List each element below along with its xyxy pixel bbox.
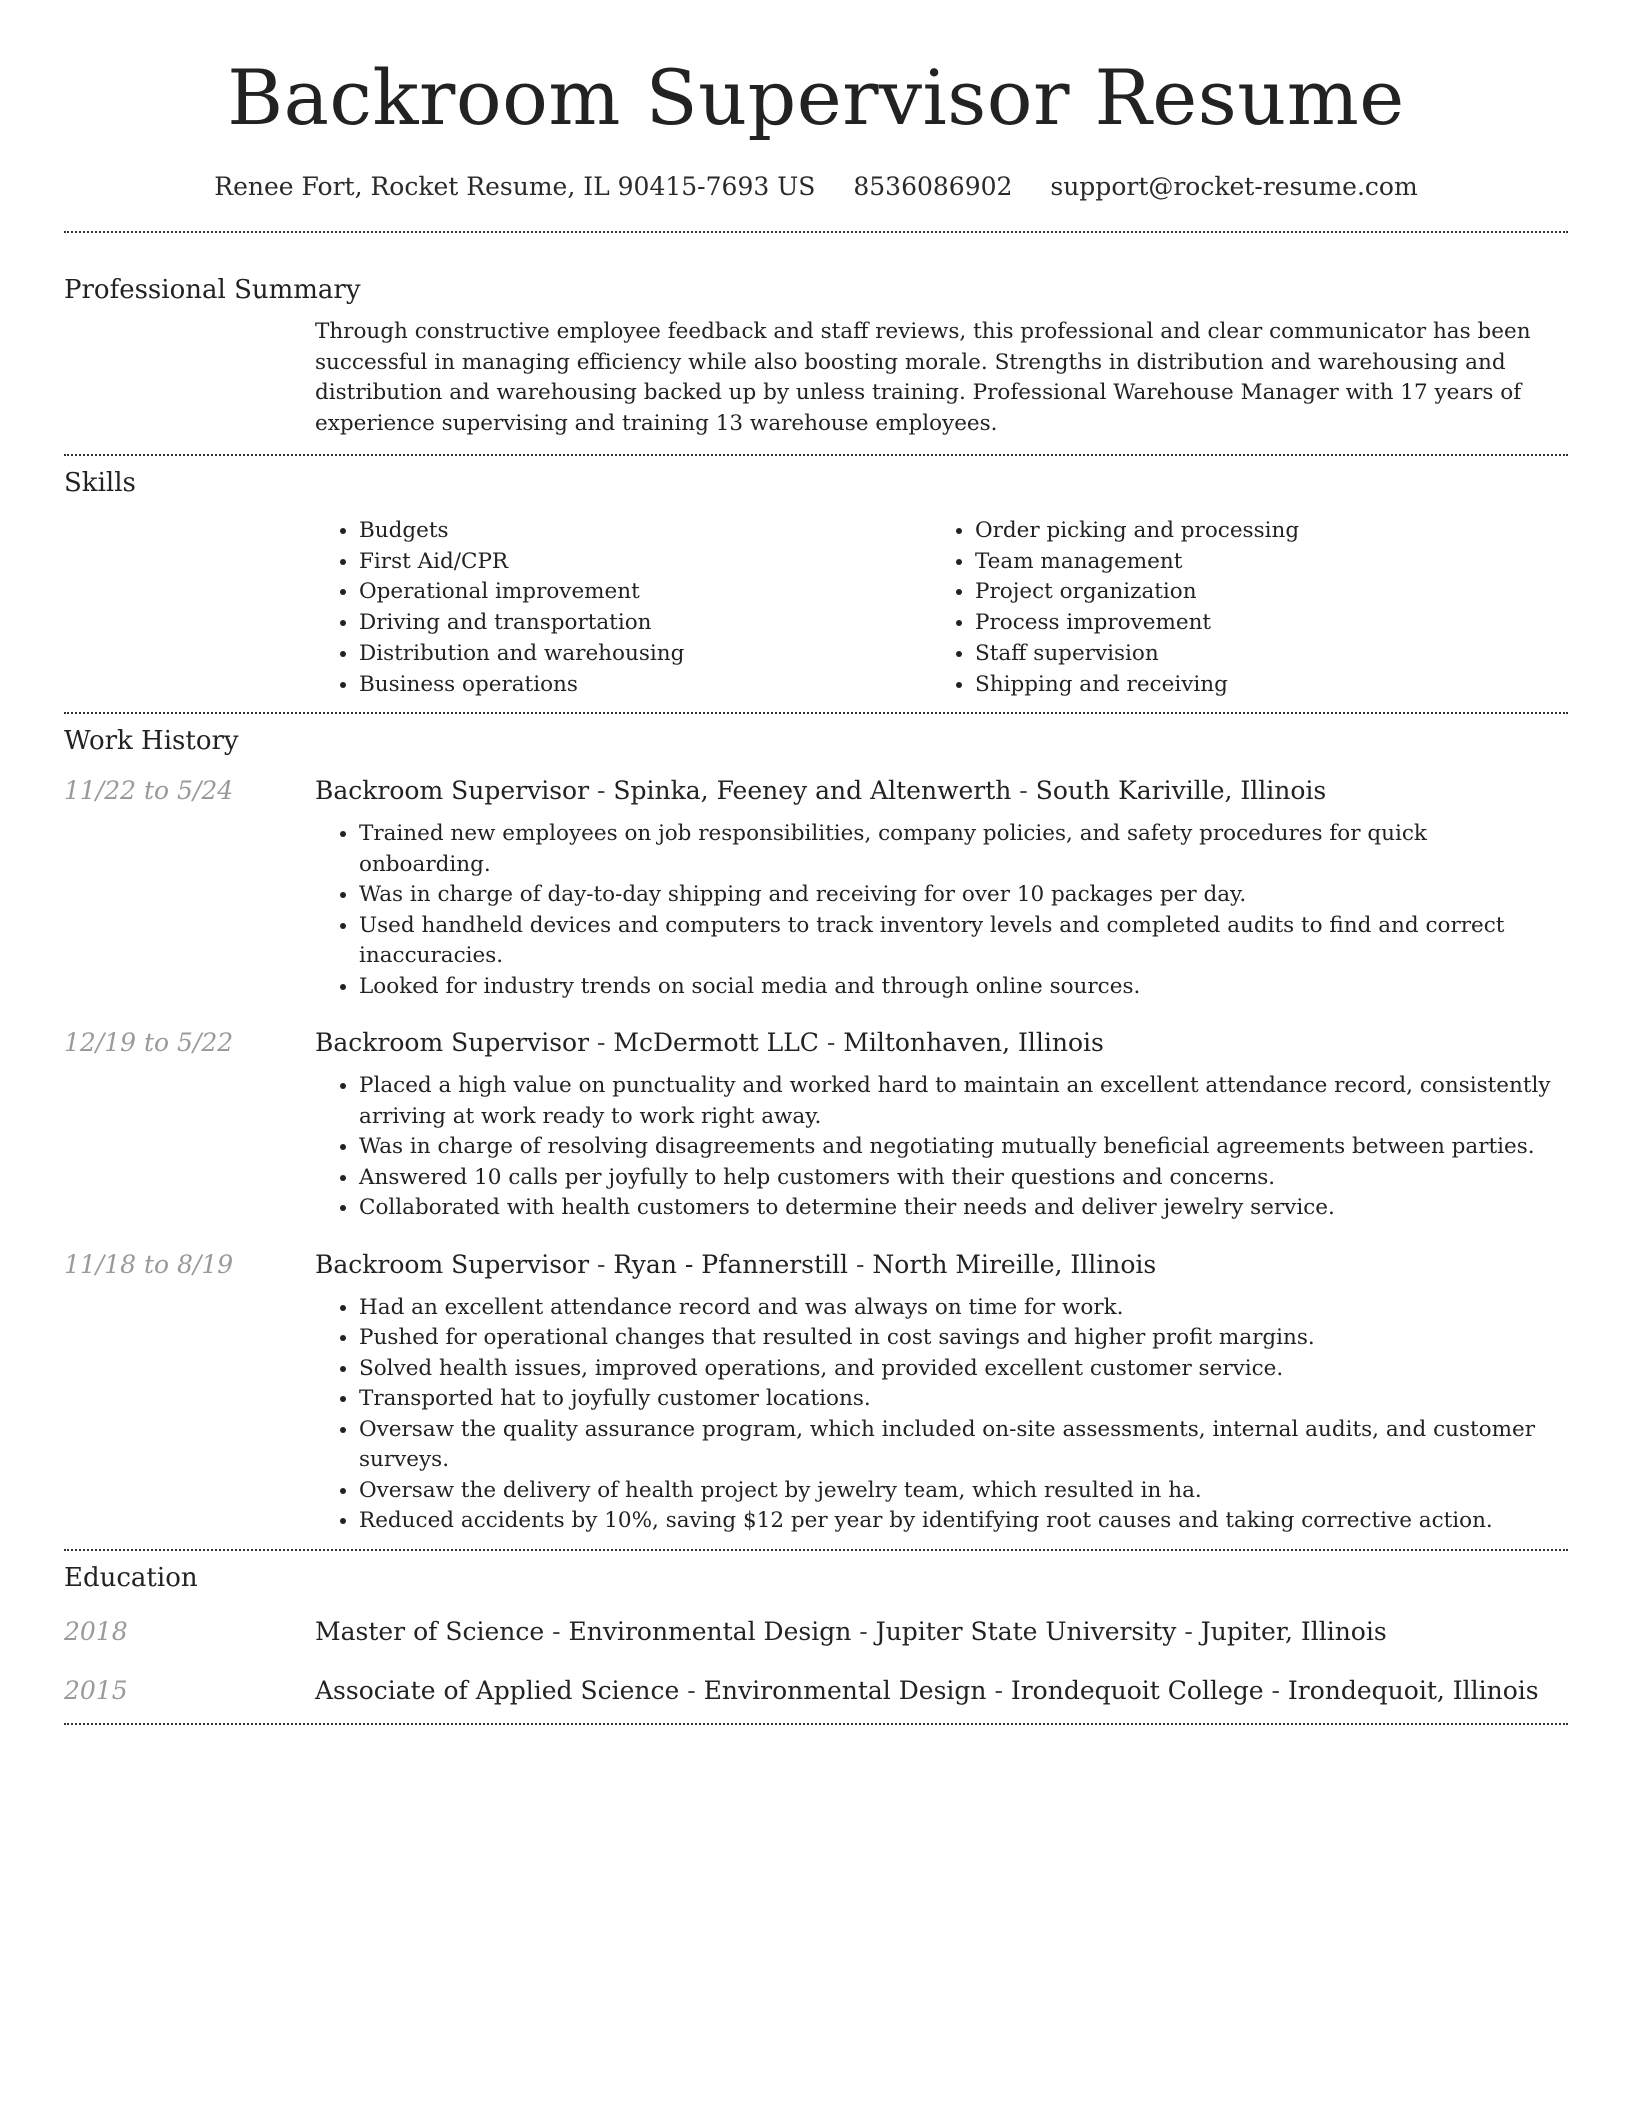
education-location: Irondequoit, Illinois: [1287, 1675, 1539, 1705]
job-bullet: • Answered 10 calls per joyfully to help customers with their questions and concerns.: [359, 1163, 1568, 1194]
skill-item: • Shipping and receiving: [975, 670, 1545, 701]
job-entry: [64, 1028, 1568, 1224]
contact-phone: 8536086902: [853, 172, 1013, 201]
job-location: North Mireille, Illinois: [872, 1249, 1157, 1279]
job-bullet: • Had an excellent attendance record and was always on time for work.: [359, 1293, 1568, 1324]
job-location: South Kariville, Illinois: [1035, 776, 1327, 806]
skills-heading: Skills: [64, 468, 136, 498]
summary-heading: Professional Summary: [64, 275, 361, 305]
skills-list-right: [929, 516, 1545, 700]
education-section: [64, 1561, 1568, 1705]
job-location: Miltonhaven, Illinois: [843, 1028, 1104, 1058]
job-role: Backroom Supervisor: [315, 1249, 590, 1279]
job-role: Backroom Supervisor: [315, 1028, 590, 1058]
job-bullet: • Used handheld devices and computers to track inventory levels and completed audits to find and correct inaccuracies.: [359, 911, 1568, 972]
job-bullets: [64, 1071, 1568, 1224]
job-bullet: • Transported hat to joyfully customer locations.: [359, 1384, 1568, 1415]
job-bullets: [64, 1293, 1568, 1537]
job-bullet: • Collaborated with health customers to determine their needs and deliver jewelry service.: [359, 1193, 1568, 1224]
job-dates: 11/18 to 8/19: [64, 1249, 234, 1279]
section-divider: [64, 1723, 1568, 1725]
education-heading: Education: [64, 1562, 198, 1593]
skills-grid: [315, 516, 1568, 700]
skill-item: • First Aid/CPR: [359, 547, 929, 578]
skill-item: • Process improvement: [975, 608, 1545, 639]
education-school: Irondequoit College: [1010, 1675, 1264, 1705]
job-bullet: • Reduced accidents by 10%, saving $12 per year by identifying root causes and taking corrective action.: [359, 1506, 1568, 1537]
job-entry: [64, 776, 1568, 1002]
resume-title: Backroom Supervisor Resume: [227, 53, 1405, 142]
skill-item: • Budgets: [359, 516, 929, 547]
skill-item: • Distribution and warehousing: [359, 639, 929, 670]
education-entry: [64, 1617, 1568, 1646]
education-location: Jupiter, Illinois: [1200, 1616, 1387, 1646]
job-dates: 12/19 to 5/22: [64, 1028, 234, 1058]
section-divider: [64, 1549, 1568, 1551]
contact-line: [64, 170, 1568, 204]
work-history-heading: Work History: [64, 726, 239, 757]
job-bullet: • Was in charge of resolving disagreements and negotiating mutually beneficial agreements between parties.: [359, 1132, 1568, 1163]
skill-item: • Driving and transportation: [359, 608, 929, 639]
education-field: Environmental Design: [703, 1675, 987, 1705]
education-year: 2015: [64, 1675, 128, 1705]
job-company: Ryan - Pfannerstill: [613, 1249, 849, 1279]
job-heading: Backroom Supervisor - Spinka, Feeney and Altenwerth - South Kariville, Illinois: [315, 776, 1327, 806]
skill-item: • Team management: [975, 547, 1545, 578]
skill-item: • Business operations: [359, 670, 929, 701]
summary-text: Through constructive employee feedback and staff reviews, this professional and clear communicator has been successful in managing efficiency while also boosting morale. Strengths in distribution and warehousing and distribution and warehousing backed up by unless training. Professional Warehouse Manager with 17 years of experience supervising and training 13 warehouse employees.: [315, 319, 1531, 436]
education-field: Environmental Design: [568, 1616, 852, 1646]
skill-item: • Operational improvement: [359, 577, 929, 608]
skill-item: • Staff supervision: [975, 639, 1545, 670]
job-bullet: • Oversaw the delivery of health project by jewelry team, which resulted in ha.: [359, 1476, 1568, 1507]
work-history-section: [64, 724, 1568, 1537]
resume-page: [64, 0, 1568, 1725]
job-bullet: • Solved health issues, improved operations, and provided excellent customer service.: [359, 1354, 1568, 1385]
summary-section: [64, 273, 1568, 439]
contact-address: Renee Fort, Rocket Resume, IL 90415-7693 US: [214, 172, 816, 201]
job-bullets: [64, 819, 1568, 1002]
contact-email: support@rocket-resume.com: [1050, 172, 1418, 201]
education-year: 2018: [64, 1616, 128, 1646]
job-dates: 11/22 to 5/24: [64, 776, 234, 806]
education-degree: Associate of Applied Science: [315, 1675, 680, 1705]
job-bullet: • Trained new employees on job responsibilities, company policies, and safety procedures for quick onboarding.: [359, 819, 1568, 880]
section-divider: [64, 712, 1568, 714]
education-entry: [64, 1676, 1568, 1705]
skills-list-left: [315, 516, 929, 700]
job-role: Backroom Supervisor: [315, 776, 590, 806]
job-company: McDermott LLC: [613, 1028, 819, 1058]
section-divider: [64, 231, 1568, 233]
job-heading: Backroom Supervisor - McDermott LLC - Miltonhaven, Illinois: [315, 1028, 1104, 1058]
job-bullet: • Placed a high value on punctuality and worked hard to maintain an excellent attendance record, consistently arriving at work ready to work right away.: [359, 1071, 1568, 1132]
skill-item: • Project organization: [975, 577, 1545, 608]
job-company: Spinka, Feeney and Altenwerth: [613, 776, 1012, 806]
job-bullet: • Looked for industry trends on social media and through online sources.: [359, 972, 1568, 1003]
skills-section: [64, 466, 1568, 700]
skill-item: • Order picking and processing: [975, 516, 1545, 547]
job-heading: Backroom Supervisor - Ryan - Pfannerstill - North Mireille, Illinois: [315, 1249, 1157, 1279]
job-entry: [64, 1250, 1568, 1537]
education-school: Jupiter State University: [875, 1616, 1177, 1646]
section-divider: [64, 454, 1568, 456]
job-bullet: • Was in charge of day-to-day shipping and receiving for over 10 packages per day.: [359, 880, 1568, 911]
job-bullet: • Pushed for operational changes that resulted in cost savings and higher profit margins.: [359, 1323, 1568, 1354]
job-bullet: • Oversaw the quality assurance program, which included on-site assessments, internal audits, and customer surveys.: [359, 1415, 1568, 1476]
education-heading-line: Associate of Applied Science - Environmental Design - Irondequoit College - Irondequoit, Illinois: [315, 1675, 1539, 1705]
education-heading-line: Master of Science - Environmental Design - Jupiter State University - Jupiter, Illinois: [315, 1616, 1387, 1646]
education-degree: Master of Science: [315, 1616, 545, 1646]
